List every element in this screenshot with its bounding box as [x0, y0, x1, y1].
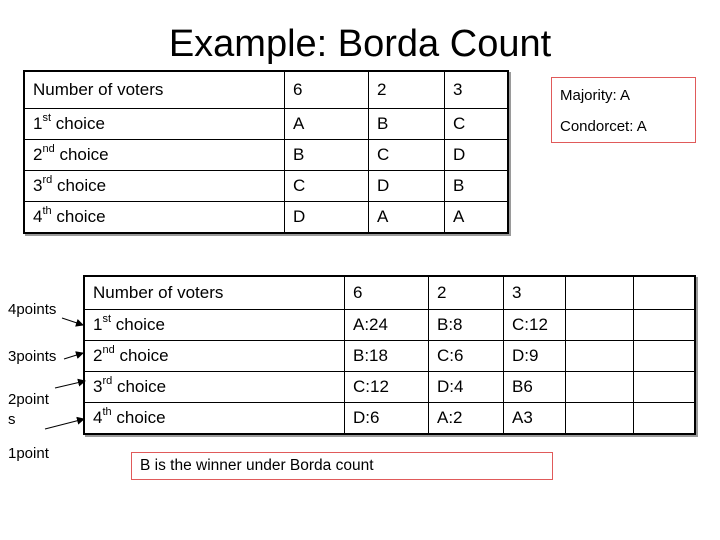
points-label-2-line1: 2point: [8, 391, 49, 408]
header-cell-voters-3: 3: [504, 276, 566, 310]
rank-ordinal: st: [102, 313, 112, 326]
rank-ordinal: rd: [42, 174, 53, 187]
header-cell-voters-2: 2: [429, 276, 504, 310]
table-cell: [566, 310, 634, 341]
table-cell: B:18: [345, 341, 429, 372]
rank-label: choice: [51, 114, 105, 133]
table-cell: B: [445, 171, 509, 202]
table-cell: [566, 403, 634, 435]
arrow-2points: [55, 381, 85, 388]
header-cell-voters-2: 2: [369, 71, 445, 109]
conclusion-box: [131, 452, 553, 480]
points-label-2-line2: s: [8, 411, 16, 428]
table-row: [84, 310, 695, 341]
rank-label: choice: [51, 207, 106, 226]
rank-ordinal: rd: [102, 375, 113, 388]
rank-ordinal: st: [42, 112, 52, 125]
table-cell: C: [445, 109, 509, 140]
table-cell: A:24: [345, 310, 429, 341]
table-cell: A: [445, 202, 509, 234]
table-cell: C: [285, 171, 369, 202]
rank-label: choice: [111, 408, 166, 427]
table-row: [84, 372, 695, 403]
header-cell-voters-6: 6: [345, 276, 429, 310]
rank-number: 4: [93, 408, 103, 427]
table-cell: A: [369, 202, 445, 234]
table-cell: C:12: [345, 372, 429, 403]
row-label-3rd-choice: [84, 372, 345, 403]
rank-number: 2: [33, 145, 43, 164]
rank-ordinal: nd: [42, 143, 55, 156]
rank-label: choice: [111, 315, 165, 334]
table-cell: [566, 341, 634, 372]
row-label-2nd-choice: [84, 341, 345, 372]
arrow-1point: [45, 419, 84, 429]
table-cell: A:2: [429, 403, 504, 435]
majority-result: Majority: A: [560, 87, 631, 104]
table-cell: [634, 403, 696, 435]
rank-label: choice: [52, 176, 107, 195]
table-cell: D: [369, 171, 445, 202]
rank-number: 1: [93, 315, 103, 334]
table-cell: D:9: [504, 341, 566, 372]
header-cell-empty: [566, 276, 634, 310]
table-cell: [634, 341, 696, 372]
points-label-1: 1point: [8, 445, 49, 462]
rank-label: choice: [112, 377, 167, 396]
table-cell: B: [285, 140, 369, 171]
table-row: [84, 341, 695, 372]
table-cell: A: [285, 109, 369, 140]
slide-title: Example: Borda Count: [168, 23, 552, 65]
rank-ordinal: nd: [102, 344, 115, 357]
row-label-4th-choice: [84, 403, 345, 435]
table-cell: C:12: [504, 310, 566, 341]
header-cell-voters-6: 6: [285, 71, 369, 109]
points-label-4: 4points: [8, 301, 57, 318]
rank-number: 1: [33, 114, 43, 133]
arrow-3points: [64, 353, 83, 359]
header-cell-number-of-voters: Number of voters: [24, 71, 285, 109]
header-cell-empty: [634, 276, 696, 310]
table-cell: [566, 372, 634, 403]
table-cell: B6: [504, 372, 566, 403]
header-cell-number-of-voters: Number of voters: [84, 276, 345, 310]
table-cell: C:6: [429, 341, 504, 372]
rank-ordinal: th: [42, 205, 52, 218]
table-cell: D: [445, 140, 509, 171]
table-cell: D:4: [429, 372, 504, 403]
rank-number: 3: [33, 176, 43, 195]
rank-label: choice: [114, 346, 169, 365]
table-row: [84, 403, 695, 435]
borda-points-table: [83, 275, 696, 435]
table-cell: C: [369, 140, 445, 171]
table-cell: D:6: [345, 403, 429, 435]
header-cell-voters-3: 3: [445, 71, 509, 109]
arrow-4points: [62, 318, 83, 325]
rank-label: choice: [54, 145, 109, 164]
conclusion-text: B is the winner under Borda count: [140, 457, 374, 474]
table-cell: D: [285, 202, 369, 234]
rank-number: 3: [93, 377, 103, 396]
table-header-row: [84, 276, 695, 310]
rank-number: 4: [33, 207, 43, 226]
table-cell: [634, 310, 696, 341]
row-label-1st-choice: [84, 310, 345, 341]
rank-number: 2: [93, 346, 103, 365]
table-cell: B: [369, 109, 445, 140]
table-cell: B:8: [429, 310, 504, 341]
rank-ordinal: th: [102, 406, 112, 419]
condorcet-result: Condorcet: A: [560, 118, 647, 135]
table-cell: A3: [504, 403, 566, 435]
points-label-3: 3points: [8, 348, 57, 365]
table-cell: [634, 372, 696, 403]
